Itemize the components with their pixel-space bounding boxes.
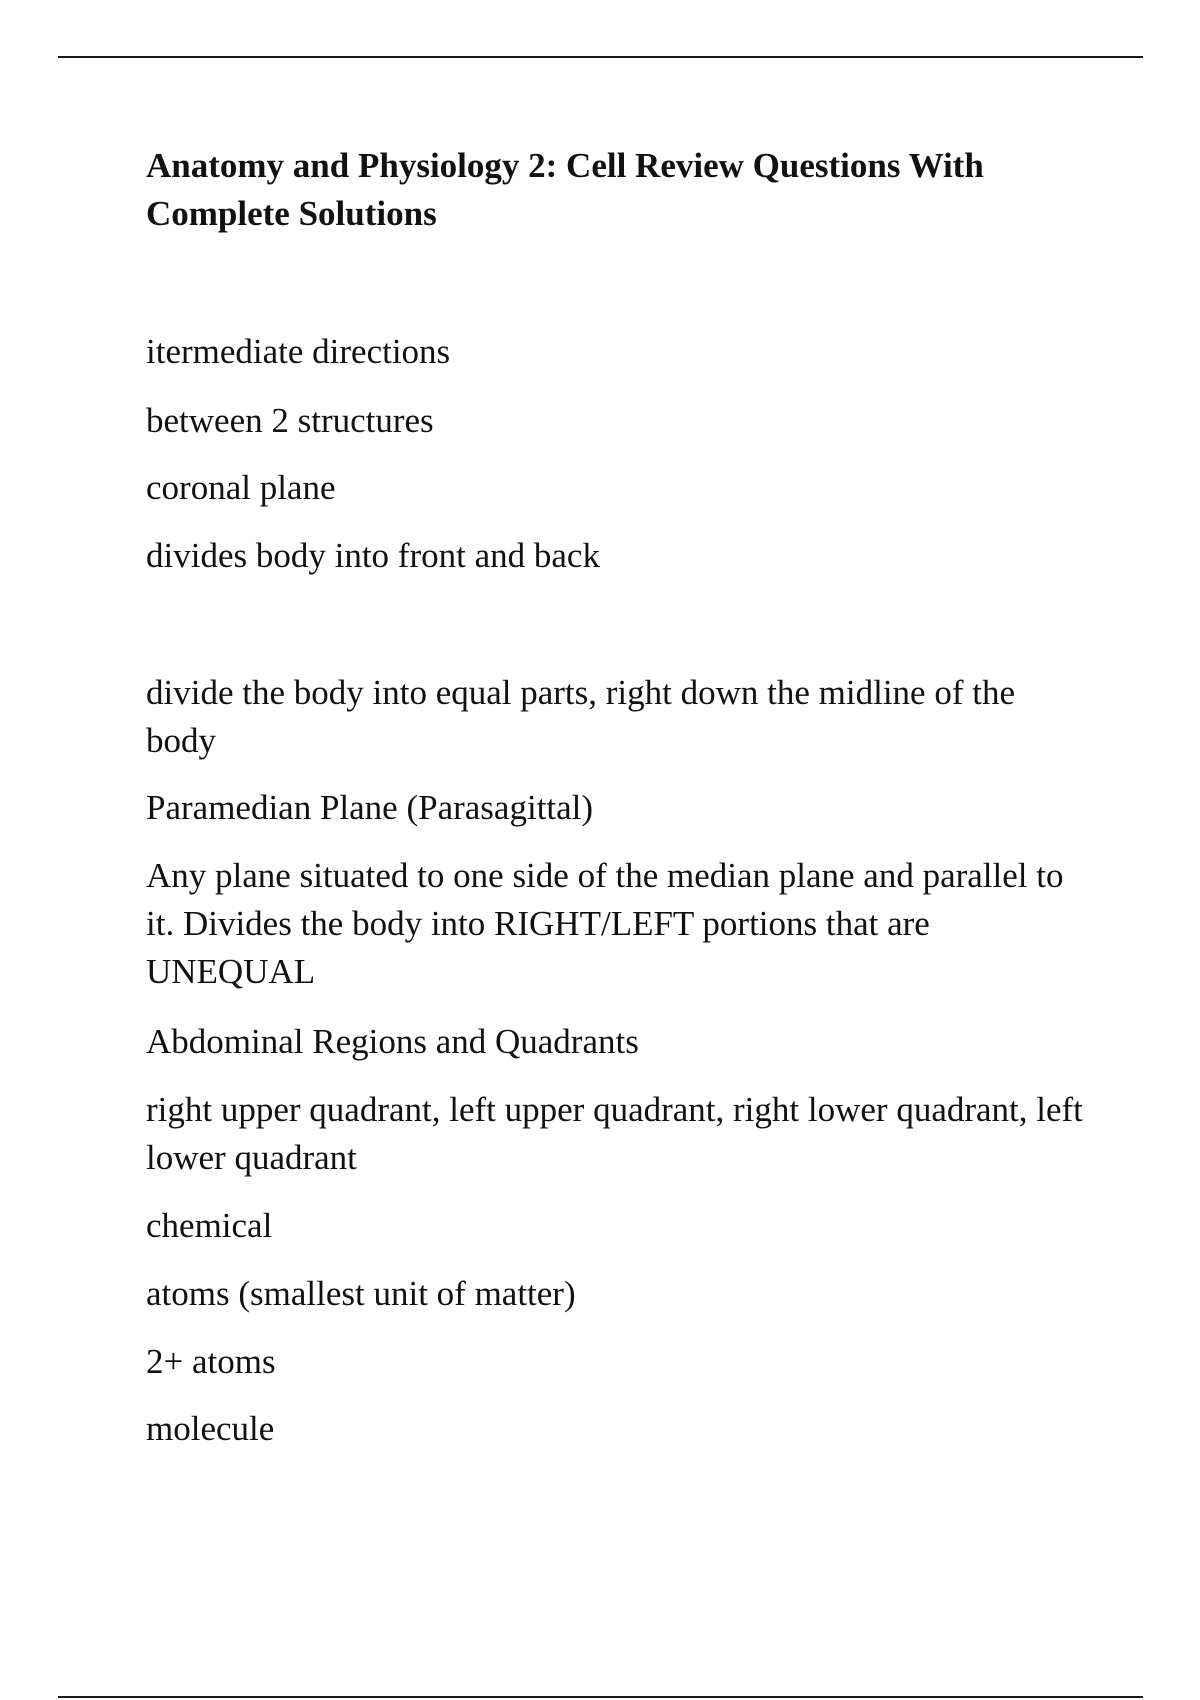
document-title: Anatomy and Physiology 2: Cell Review Questions With Complete Solutions xyxy=(146,146,984,233)
paragraph-11: atoms (smallest unit of matter) xyxy=(146,1274,576,1313)
paragraph-1: itermediate directions xyxy=(146,332,451,371)
paragraph-13: molecule xyxy=(146,1409,275,1448)
footer-rule xyxy=(58,1696,1143,1698)
paragraph-8: Abdominal Regions and Quadrants xyxy=(146,1022,639,1061)
paragraph-4: divides body into front and back xyxy=(146,536,600,575)
paragraph-5: divide the body into equal parts, right down the midline of the body xyxy=(146,673,1016,760)
paragraph-10: chemical xyxy=(146,1206,273,1245)
header-rule xyxy=(58,56,1143,58)
paragraph-12: 2+ atoms xyxy=(146,1342,276,1381)
paragraph-2: between 2 structures xyxy=(146,401,434,440)
paragraph-9: right upper quadrant, left upper quadrant, right lower quadrant, left lower quadrant xyxy=(146,1090,1083,1177)
paragraph-7: Any plane situated to one side of the median plane and parallel to it. Divides the body into RIGHT/LEFT portions that are UNEQUAL xyxy=(146,856,1064,991)
paragraph-3: coronal plane xyxy=(146,468,336,507)
paragraph-6: Paramedian Plane (Parasagittal) xyxy=(146,788,594,827)
